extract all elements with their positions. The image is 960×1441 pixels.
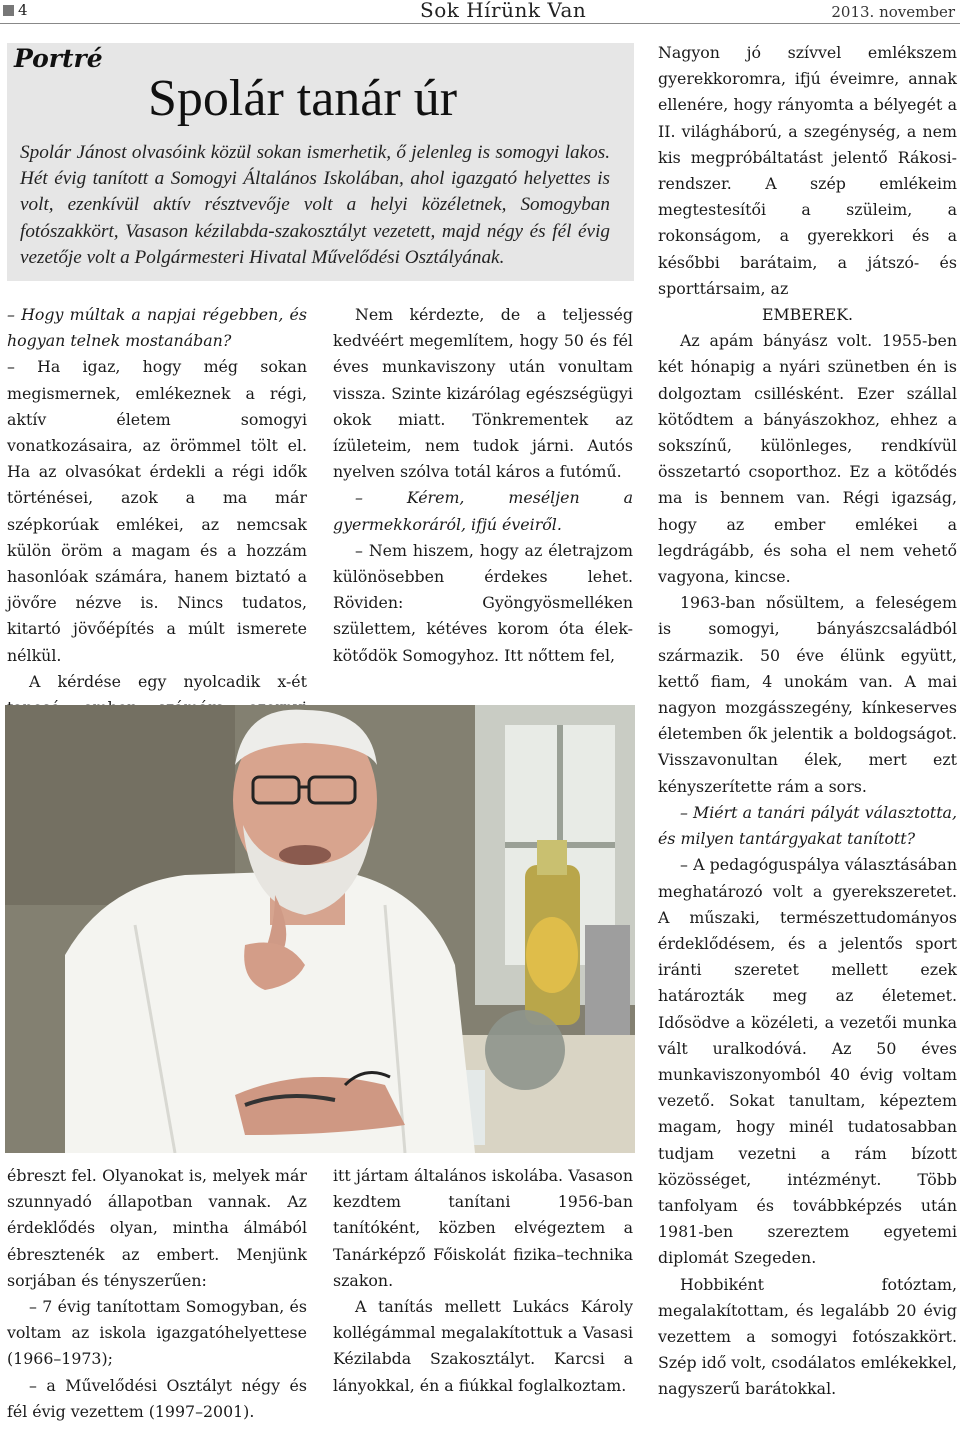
column-3: [658, 40, 957, 1403]
question-1: – Hogy múltak a napjai régebben, és hogyan telnek mostanában?: [7, 305, 307, 351]
paragraph: itt jártam általános iskolába. Vasason kezdtem tanítani 1956-ban tanítóként, közben elvégeztem a Tanárképző Főiskolát fizika–technika szakon.: [333, 1166, 633, 1290]
paragraph-ending: EMBEREK.: [761, 305, 854, 325]
list-item: – a Művelődési Osztályt négy és fél évig vezettem (1997–2001).: [7, 1375, 307, 1421]
portrait-photo: [5, 705, 635, 1153]
paragraph: A kérdése egy nyolcadik x-ét: [29, 671, 307, 691]
paragraph: Hobbiként fotóztam, megalakítottam, és legalább 20 évig vezettem a somogyi fotószakkört. Szép idő volt, csodálatos emlékekkel, nagyszerű barátokkal.: [658, 1274, 957, 1399]
page-header: [0, 0, 960, 24]
page-number: 4: [18, 1, 28, 19]
paragraph: Az apám bányász volt. 1955-ben két hónapig a nyári szünetben én is dolgoztam csillésként. Ezer szállal kötődtem a bányászokhoz, ehhez a sokszínű, különleges, rendkívül összetartó csoporthoz. Ez a kötődés ma is bennem van. Régi igazság, hogy az ember emlékei a legdrágább, és soha el nem vehető vagyona, kincse.: [658, 331, 957, 587]
column-2-bottom: [333, 1163, 633, 1399]
paragraph: Nagyon jó szívvel emlékszem gyerekkoromra, ifjú éveimre, annak ellenére, hogy rányomta a bélyegét a II. világháború, a szegénység, a nem kis megpróbáltatást jelentő Rákosi-rendszer. A szép emlékeim megtestesítői a szüleim, a rokonságom, a gyerekkori és a későbbi barátaim, a játszó- és sporttársaim, az: [658, 43, 957, 298]
question-2: – Kérem, meséljen a gyermekkoráról, ifjú éveiről.: [333, 488, 633, 534]
list-item: – 7 évig tanítottam Somogyban, és voltam az iskola igazgatóhelyettese (1966–1973);: [7, 1297, 307, 1369]
answer-3: – A pedagóguspálya választásában meghatározó volt a gyerekszeretet. A műszaki, természettudományos érdeklődésem, és a jelentős sport iránti szeretet mellett ezek határozták meg az életemet. Idősödve a közéleti, a vezetői munka vált uralkodóvá. Az 50 éves munkaviszonyomból 40 évig voltam vezető. Sokat tanultam, képeztem magam, hogy minél tudatosabban tudjam vezetni a rám bízott közösséget, intézményt. Több tanfolyam és továbbképzés után 1981-ben szereztem egyetemi diplomát Szegeden.: [658, 855, 957, 1268]
article-intro: Spolár Jánost olvasóink közül sokan ismerhetik, ő jelenleg is somogyi lakos. Hét évig tanított a Somogyi Általános Iskolában, ahol igazgató helyettes is volt, ezenkívül aktív résztvevője volt a helyi közéletnek, Somogyban fotószakkört, Vasason kézilabda-szakosztályt vezetett, majd négy és fél évig vezetője volt a Polgármesteri Hivatal Művelődési Osztályának.: [20, 142, 610, 268]
publication-name: Sok Hírünk Van: [420, 0, 587, 22]
article-title: Spolár tanár úr: [148, 70, 458, 127]
paragraph: Nem kérdezte, de a teljesség kedvéért megemlítem, hogy 50 és fél éves munkaviszony után vonultam vissza. Szinte kizárólag egészségügyi okok miatt. Tönkrementek az ízületeim, nem tudok járni. Autós nyelven szólva totál káros a futómű.: [333, 305, 633, 482]
header-rule: [0, 23, 960, 24]
issue-date: 2013. november: [831, 3, 955, 21]
page-marker-square: [3, 5, 14, 16]
paragraph: ébreszt fel. Olyanokat is, melyek már szunnyadó állapotban vannak. Az érdeklődés olyan, mintha álmából ébresztenék az embert. Menjünk sorjában és tényszerűen:: [7, 1166, 307, 1290]
paragraph: 1963-ban nősültem, a feleségem is somogyi, bányászcsaládból származik. 50 éve élünk együtt, kettő fiam, 4 unokám van. A mai nagyon mozgásszegény, kínkeserves életemben ők jelentik a boldogságot. Visszavonultan élek, mert ezt kényszerítette rám a sors.: [658, 593, 957, 796]
column-2-top: [333, 302, 633, 669]
answer-1: – Ha igaz, hogy még sokan megismernek, emlékeznek a régi, aktív életem somogyi vonatkozásaira, az örömmel tölt el. Ha az olvasókat érdekli a régi idők történései, azok a ma már szépkorúak emlékei, az nemcsak külön öröm a magam és a hozzám hasonlóak számára, hanem biztató a jövőre nézve is. Nincs tudatos, kitartó jövőépítés a múlt ismerete nélkül.: [7, 357, 307, 665]
column-1-top: [7, 302, 307, 747]
column-1-bottom: [7, 1163, 307, 1425]
section-label: Portré: [14, 44, 103, 73]
question-3: – Miért a tanári pályát választotta, és milyen tantárgyakat tanított?: [658, 802, 957, 849]
paragraph: A tanítás mellett Lukács Károly kollégámmal megalakítottuk a Vasasi Kézilabda Szakosztályt. Karcsi a lányokkal, én a fiúkkal foglalkoztam.: [333, 1297, 633, 1395]
answer-2: – Nem hiszem, hogy az életrajzom különösebben érdekes lehet. Röviden: Gyöngyösmelléken születtem, kétéves korom óta élek-kötődök Somogyhoz. Itt nőttem fel,: [333, 540, 633, 665]
